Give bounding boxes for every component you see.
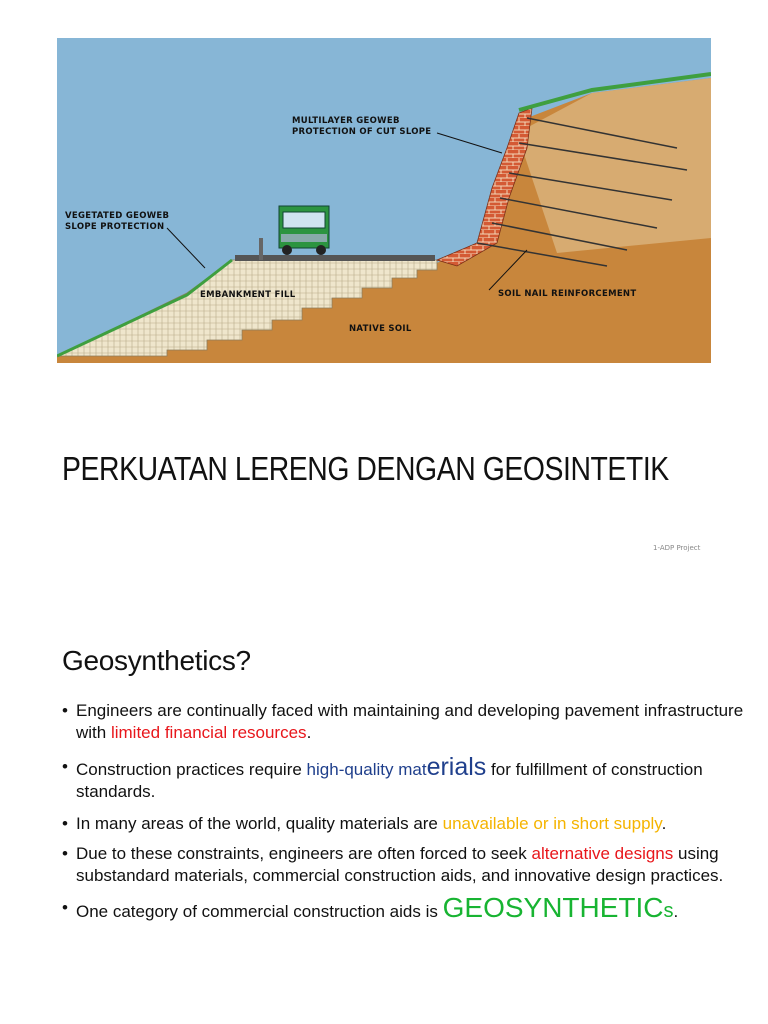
highlight-unavailable: unavailable or in short supply [442,814,662,833]
label-embankment: EMBANKMENT FILL [200,290,296,300]
label-soil-nail: SOIL NAIL REINFORCEMENT [498,289,637,299]
bullet-4: • Due to these constraints, engineers are often forced to seek alternative designs using substandard materials, commercial construction aids, and innovative design practices. [62,843,768,887]
highlight-erials: erials [426,753,487,781]
slope-reinforcement-diagram [57,38,711,363]
bullet-3: • In many areas of the world, quality materials are unavailable or in short supply. [62,813,768,835]
label-vegetated-1: VEGETATED GEOWEB [65,211,170,221]
bullet-5: • One category of commercial construction aids is GEOSYNTHETICs. [62,897,768,923]
highlight-limited-resources: limited financial resources [110,723,307,742]
label-native-soil: NATIVE SOIL [349,324,412,334]
truck-icon [279,206,329,255]
bullet-list [62,700,768,923]
slide-title: PERKUATAN LERENG DENGAN GEOSINTETIK [62,450,669,487]
highlight-geosynthetic: GEOSYNTHETIC [442,892,664,923]
road [235,255,435,261]
label-vegetated-2: SLOPE PROTECTION [65,222,165,232]
highlight-alternative-designs: alternative designs [531,844,674,863]
slide-footer-note: 1-ADP Project [653,544,701,552]
guard-post [259,238,263,260]
bullet-2: • Construction practices require high-quality materials for fulfillment of construction standards. [62,756,768,803]
bullet-1: • Engineers are continually faced with maintaining and developing pavement infrastructure with limited financial resources. [62,700,768,744]
section-heading: Geosynthetics? [62,645,251,676]
label-multilayer-2: PROTECTION OF CUT SLOPE [292,127,432,137]
highlight-high-quality: high-quality mat [306,760,427,779]
label-multilayer-1: MULTILAYER GEOWEB [292,116,400,126]
highlight-geosynthetic-s: s [663,900,674,922]
